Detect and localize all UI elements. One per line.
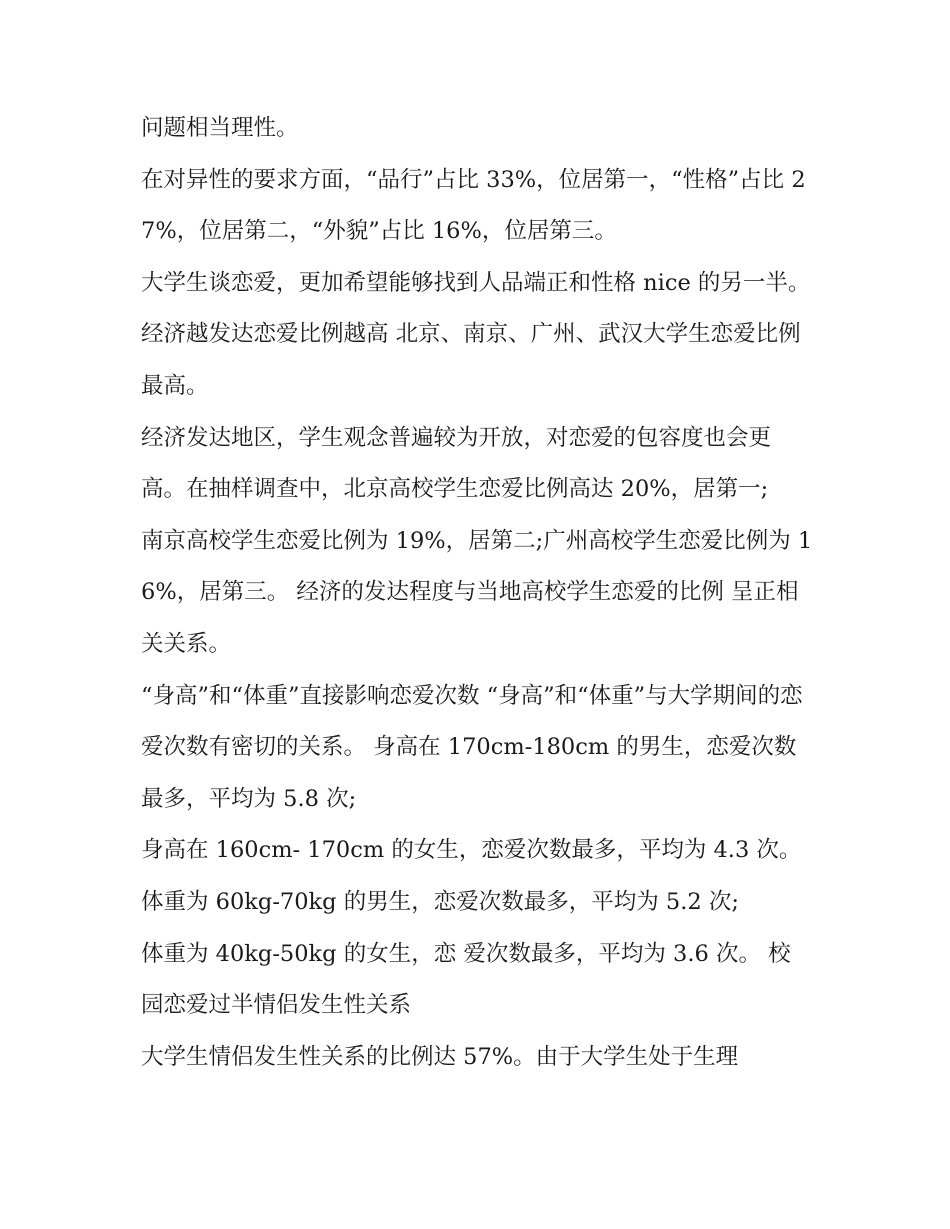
paragraph: 身高在 160cm- 170cm 的女生，恋爱次数最多，平均为 4.3 次。 xyxy=(141,837,802,864)
paragraph: “身高”和“体重”直接影响恋爱次数 “身高”和“体重”与大学期间的恋爱次数有密切的关系。 身高在 170cm-180cm 的男生，恋爱次数最多，平均为 5.8 次; xyxy=(141,682,803,812)
paragraph: 大学生谈恋爱，更加希望能够找到人品端正和性格 nice 的另一半。 经济越发达恋爱比例越高 北京、南京、广州、武汉大学生恋爱比例最高。 xyxy=(141,269,818,399)
paragraph: 体重为 40kg-50kg 的女生，恋 爱次数最多，平均为 3.6 次。 校园恋爱过半情侣发生性关系 xyxy=(141,940,791,1019)
document-body xyxy=(141,103,818,1083)
paragraph: 体重为 60kg-70kg 的男生，恋爱次数最多，平均为 5.2 次; xyxy=(141,888,739,915)
paragraph: 南京高校学生恋爱比例为 19%，居第二;广州高校学生恋爱比例为 16%，居第三。 经济的发达程度与当地高校学生恋爱的比例 呈正相关关系。 xyxy=(141,527,813,657)
paragraph: 经济发达地区，学生观念普遍较为开放，对恋爱的包容度也会更高。在抽样调查中，北京高校学生恋爱比例高达 20%，居第一; xyxy=(141,424,772,503)
paragraph: 大学生情侣发生性关系的比例达 57%。由于大学生处于生理 xyxy=(141,1043,739,1070)
paragraph: 在对异性的要求方面，“品行”占比 33%，位居第一，“性格”占比 27%，位居第二，“外貌”占比 16%，位居第三。 xyxy=(141,166,806,245)
paragraph: 问题相当理性。 xyxy=(141,115,299,141)
